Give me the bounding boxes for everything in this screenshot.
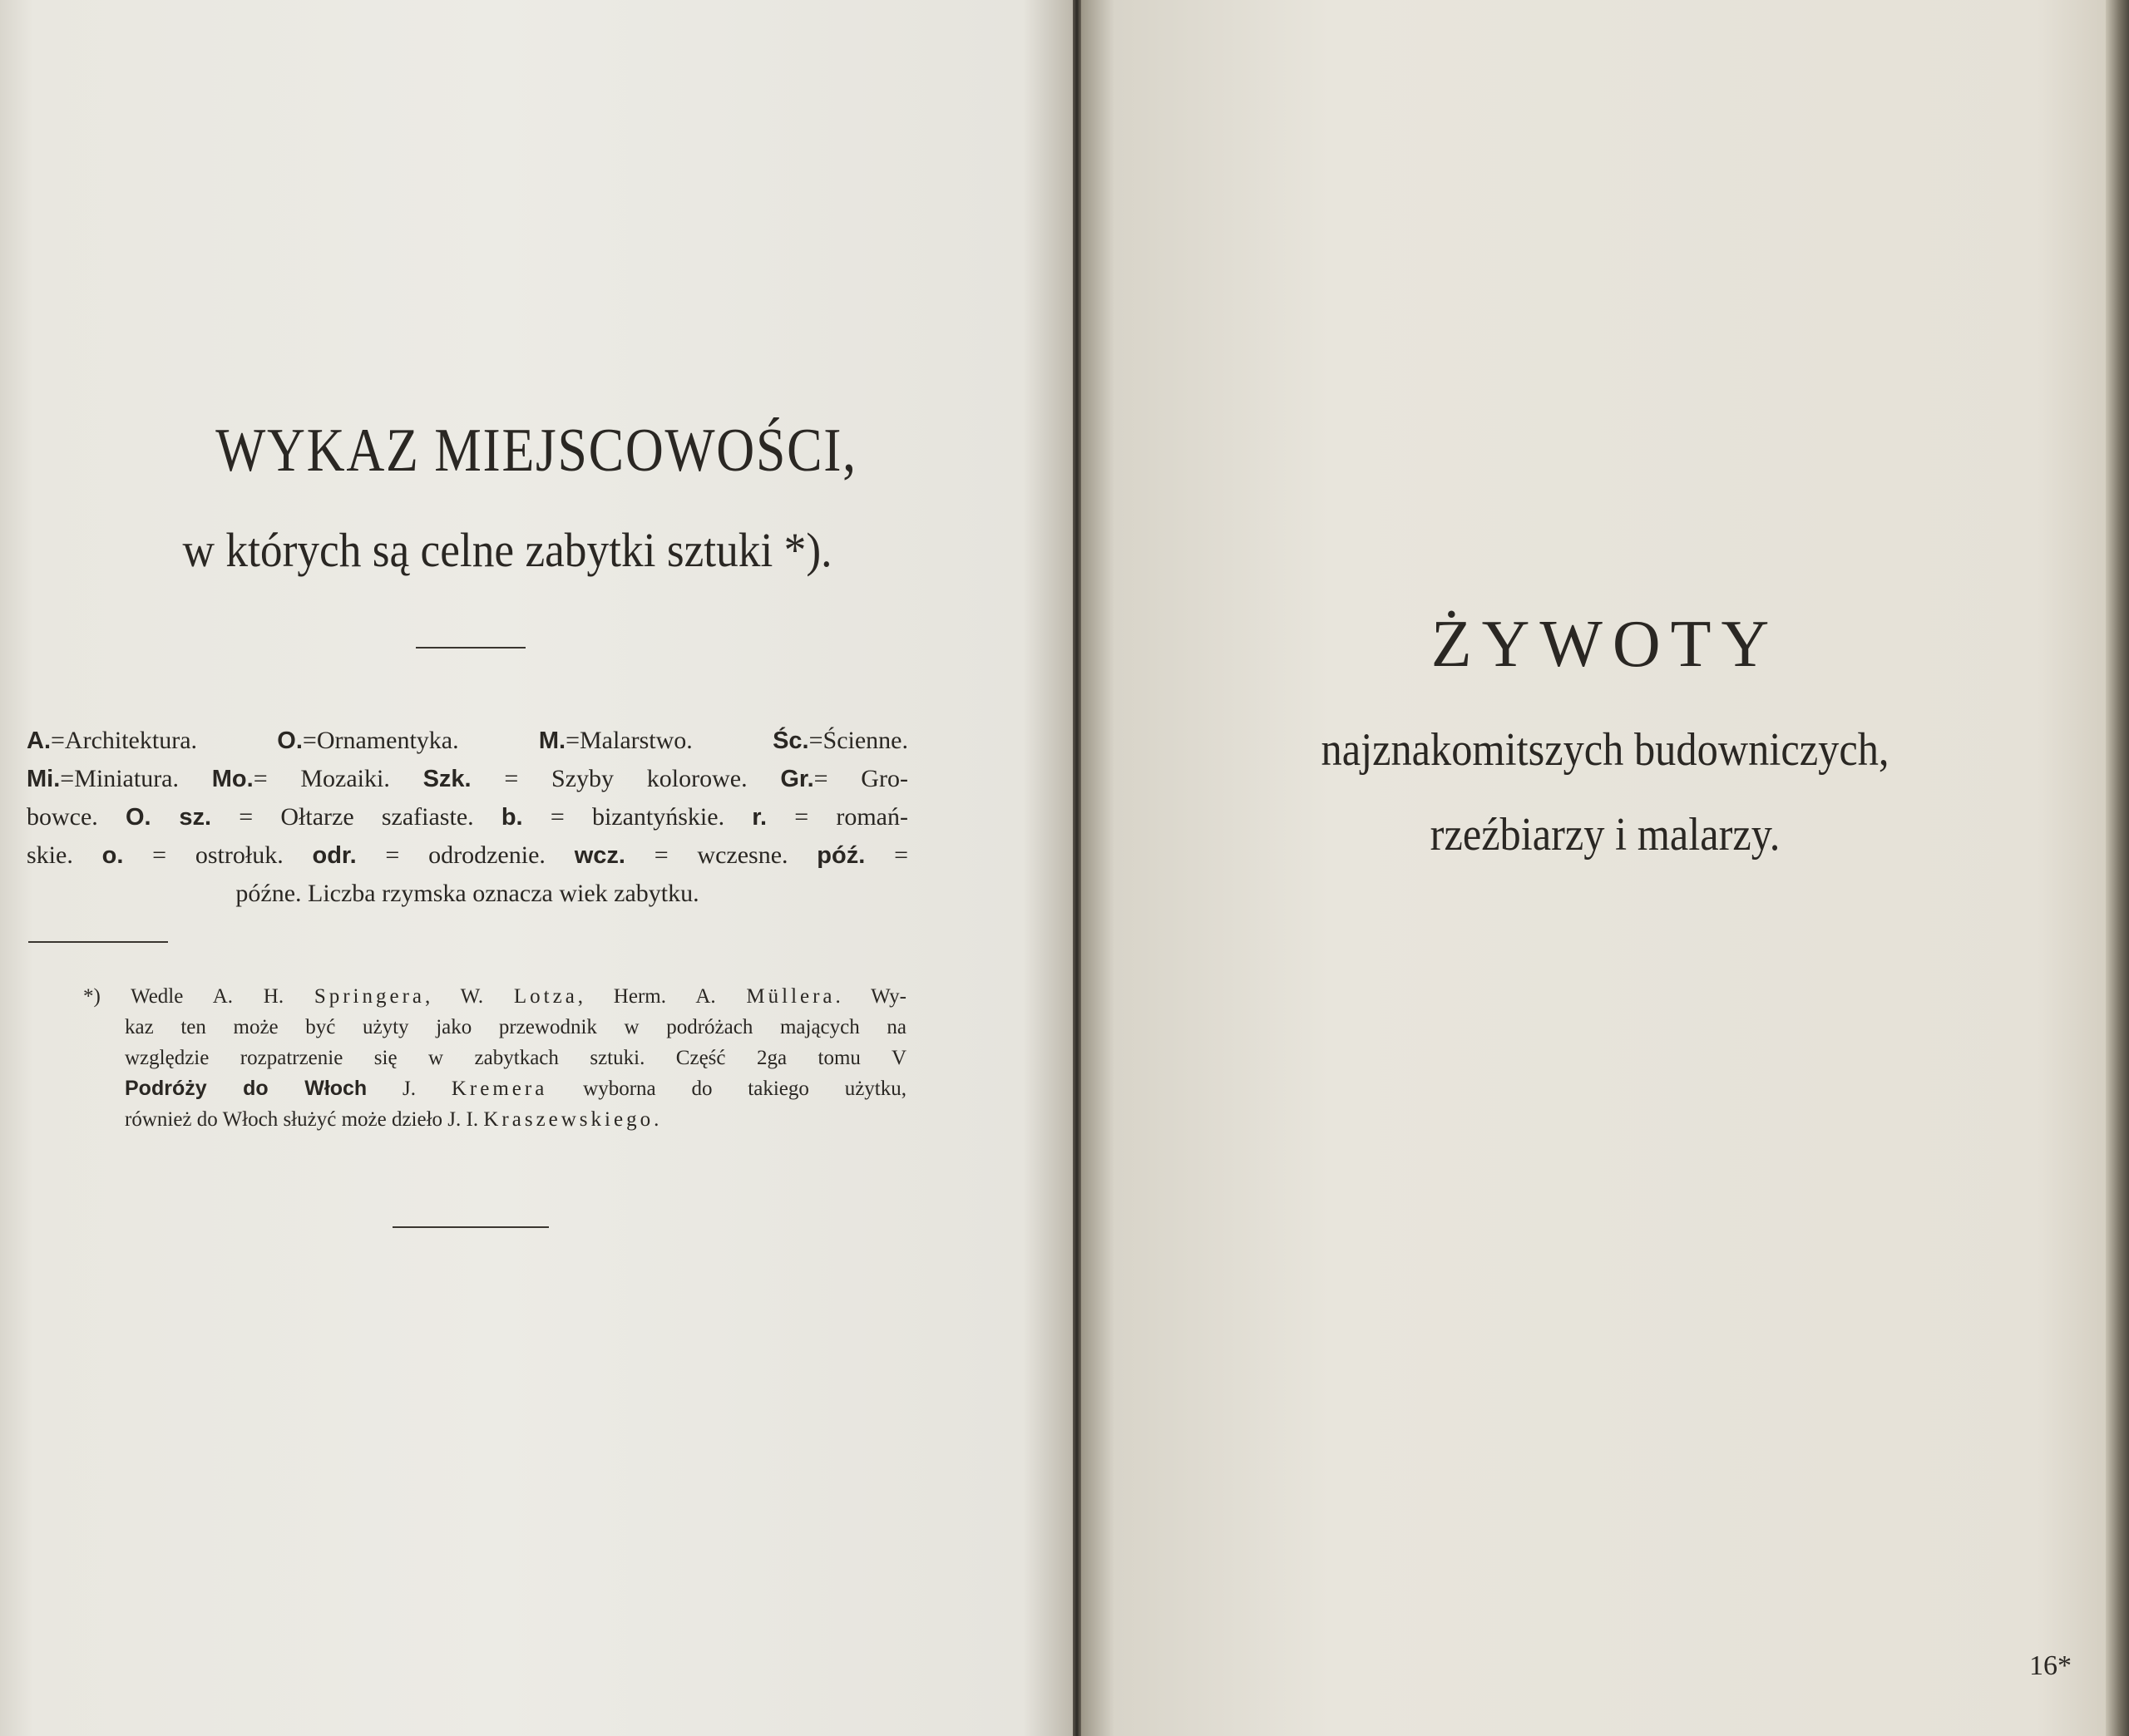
footnote-line-2: kaz ten może być użyty jako przewodnik w podróżach mających na (125, 1016, 906, 1038)
author-name: Müllera (746, 985, 836, 1008)
footnote-text: wyborna do takiego użytku, (547, 1078, 907, 1100)
footnote-text: *) Wedle A. H. (83, 985, 314, 1008)
right-page (1081, 0, 2129, 1736)
legend-abbreviation: b. (501, 804, 523, 831)
left-page-subtitle: w których są celne zabytki sztuki *). (182, 523, 832, 577)
book-gutter (1073, 0, 1081, 1736)
legend-abbreviation: M. (538, 727, 566, 754)
legend-meaning: = Mozaiki. (253, 765, 423, 792)
legend-abbreviation: Gr. (780, 766, 814, 792)
end-divider (393, 1226, 549, 1228)
legend-meaning: bowce. (27, 803, 126, 831)
right-page-title: ŻYWOTY (1430, 608, 1780, 681)
legend-meaning: = odrodzenie. (356, 841, 575, 869)
legend-meaning: =Miniatura. (60, 765, 212, 792)
right-page-subtitle-2: rzeźbiarzy i malarzy. (1430, 809, 1781, 861)
right-page-subtitle-1: najznakomitszych budowniczych, (1321, 724, 1889, 776)
legend-abbreviation: Śc. (773, 727, 809, 754)
author-name: Kremera (451, 1078, 548, 1100)
legend-abbreviation: wcz. (574, 842, 625, 869)
author-name: Lotza (513, 985, 578, 1008)
legend-abbreviation: O. sz. (126, 804, 212, 831)
title-divider (416, 647, 526, 649)
author-name: Springera (314, 985, 426, 1008)
page-edge (2106, 0, 2129, 1736)
footnote-line-3: względzie rozpatrzenie się w zabytkach sztuki. Część 2ga tomu V (125, 1047, 906, 1069)
legend-meaning: = ostrołuk. (123, 841, 313, 869)
legend-line (27, 798, 908, 836)
legend-abbreviation: póź. (817, 842, 866, 869)
legend-line (27, 722, 908, 760)
legend-abbreviation: odr. (312, 842, 357, 869)
footnote-text: . Wy- (835, 985, 906, 1008)
legend-meaning: = wczesne. (625, 841, 818, 869)
book-title: Podróży do Włoch (125, 1077, 368, 1100)
footnote-divider (28, 941, 168, 943)
footnote-line-1 (83, 981, 906, 1012)
footnote-text: , Herm. A. (577, 985, 747, 1008)
legend-meaning: =Ornamentyka. (302, 727, 539, 754)
footnote-text: , W. (425, 985, 514, 1008)
legend-abbreviation: O. (277, 727, 303, 754)
legend-line (27, 760, 908, 798)
legend-meaning: = Szyby kolorowe. (471, 765, 781, 792)
legend-meaning: = romań- (767, 803, 908, 831)
legend-meaning: skie. (27, 841, 102, 869)
legend-abbreviation: o. (101, 842, 124, 869)
legend-abbreviation: Mi. (27, 766, 61, 792)
footnote-line-5 (83, 1104, 906, 1135)
legend-meaning: późne. Liczba rzymska oznacza wiek zabytku. (235, 880, 699, 907)
legend-meaning: = Gro- (813, 765, 908, 792)
footnote-text: również do Włoch służyć może dzieło J. I. (125, 1108, 484, 1131)
legend-abbreviation: Mo. (211, 766, 254, 792)
footnote-line-4 (83, 1073, 906, 1104)
footnote-text: . (654, 1108, 659, 1131)
abbreviation-legend (27, 722, 908, 913)
legend-meaning: = (865, 841, 908, 869)
legend-meaning: =Ścienne. (808, 727, 908, 754)
page-number: 16* (2029, 1650, 2072, 1681)
legend-meaning: = Ołtarze szafiaste. (211, 803, 501, 831)
legend-line (27, 875, 908, 913)
legend-meaning: =Malarstwo. (566, 727, 773, 754)
left-page-title: WYKAZ MIEJSCOWOŚCI, (215, 417, 857, 485)
author-name: Kraszewskiego (483, 1108, 655, 1131)
legend-abbreviation: r. (752, 804, 768, 831)
legend-meaning: =Architektura. (51, 727, 278, 754)
footnote (83, 981, 906, 1135)
legend-meaning: = bizantyńskie. (522, 803, 753, 831)
legend-abbreviation: A. (27, 727, 51, 754)
legend-abbreviation: Szk. (422, 766, 472, 792)
footnote-text: J. (367, 1078, 452, 1100)
legend-line (27, 836, 908, 875)
